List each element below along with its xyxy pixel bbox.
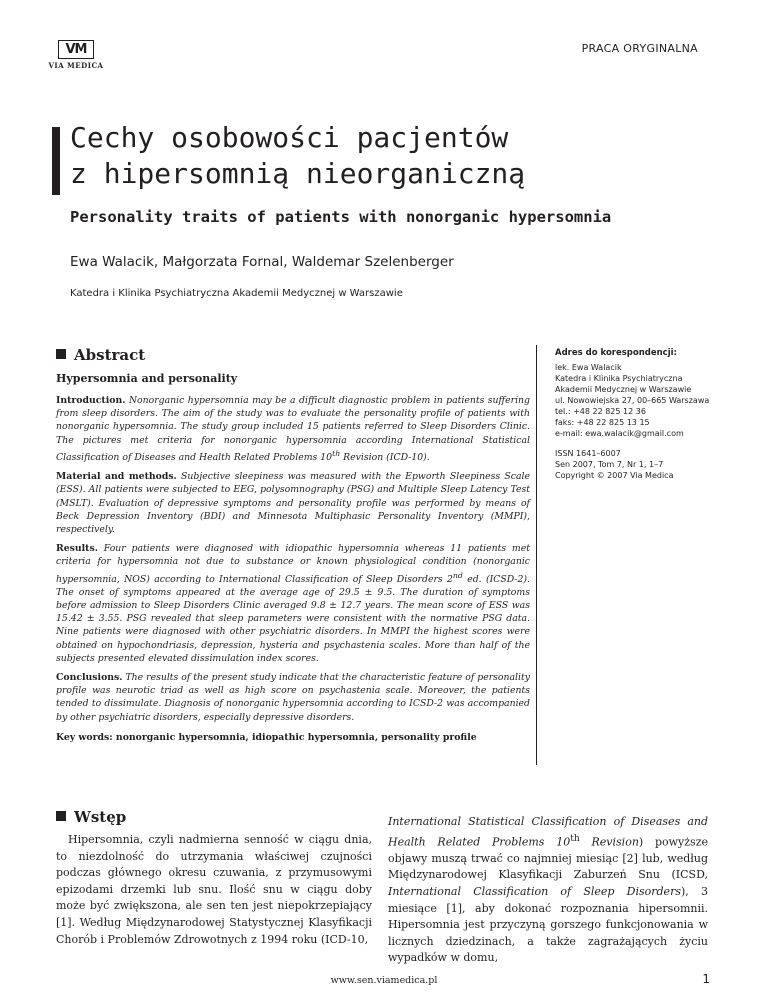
- square-bullet-icon: [56, 349, 66, 359]
- abstract-subheading: Hypersomnia and personality: [56, 372, 238, 385]
- correspondence-box: [555, 348, 735, 481]
- correspondence-line: faks: +48 22 825 13 15: [555, 418, 650, 427]
- correspondence-line: Katedra i Klinika Psychiatryczna: [555, 374, 683, 383]
- affiliation: Katedra i Klinika Psychiatryczna Akademii Medycznej w Warszawie: [70, 288, 403, 299]
- correspondence-heading: Adres do korespondencji:: [555, 348, 677, 358]
- correspondence-email[interactable]: e-mail: ewa.walacik@gmail.com: [555, 429, 684, 438]
- abstract-section: [56, 346, 530, 743]
- abstract-heading: Abstract: [56, 346, 530, 364]
- correspondence-line: lek. Ewa Walacik: [555, 363, 622, 372]
- article-subtitle: Personality traits of patients with nonorganic hypersomnia: [70, 208, 612, 226]
- abstract-conclusions: Conclusions. The results of the present study indicate that the characteristic feature of personality profile was neurotic triad as well as high score on psychastenia scale. Moreover, the patients tended to dissimulate. Diagnosis of nonorganic hypersomnia according to ICSD-2 was accompanied by other psychiatric disorders, especially depressive disorders.: [56, 672, 530, 723]
- square-bullet-icon: [56, 811, 66, 821]
- logo-text: VIA MEDICA: [48, 61, 104, 70]
- journal-citation: Sen 2007, Tom 7, Nr 1, 1–7: [555, 460, 664, 469]
- abstract-methods: Material and methods. Subjective sleepiness was measured with the Epworth Sleepiness Scale (ESS). All patients were subjected to EEG, polysomnography (PSG) and Multiple Sleep Latency Test (MSLT). Evaluation of depressive symptoms and personality profile was performed by means of Beck Depression Inventory (BDI) and Minnesota Multiphasic Personality Inventory (MMPI), respectively.: [56, 471, 530, 535]
- via-medica-logo: [48, 40, 104, 70]
- logo-mark: VM: [58, 40, 94, 59]
- title-accent-bar: [52, 127, 60, 195]
- authors: Ewa Walacik, Małgorzata Fornal, Waldemar Szelenberger: [70, 254, 454, 270]
- abstract-introduction: Introduction. Nonorganic hypersomnia may be a difficult diagnostic problem in patients suffering from sleep disorders. The aim of the study was to evaluate the personality profile of patients with nonorganic hypersomnia. The study group included 15 patients referred to Sleep Disorders Clinic. The pictures met criteria for nonorganic hypersomnia according International Statistical Classification of Diseases and Health Related Problems 10th Revision (ICD-10).: [56, 395, 530, 463]
- column-divider: [536, 345, 537, 765]
- intro-heading: Wstęp: [56, 808, 126, 826]
- intro-left-column: Hipersomnia, czyli nadmierna senność w ciągu dnia, to niezdolność do utrzymania właściwej czujności podczas głównego okresu czuwania, z przymusowymi epizodami drzemki lub snu. Ilość snu w ciągu doby może być zwiększona, ale sen ten jest niepokrzepiający [1]. Według Międzynarodowej Statystycznej Klasyfikacji Chorób i Problemów Zdrowotnych z 1994 roku (ICD-10,: [56, 833, 372, 946]
- correspondence-line: tel.: +48 22 825 12 36: [555, 407, 646, 416]
- article-title: [70, 120, 525, 192]
- copyright: Copyright © 2007 Via Medica: [555, 471, 674, 480]
- keywords: Key words: nonorganic hypersomnia, idiopathic hypersomnia, personality profile: [56, 731, 477, 743]
- title-line-2: z hipersomnią nieorganiczną: [70, 157, 526, 190]
- correspondence-line: ul. Nowowiejska 27, 00–665 Warszawa: [555, 396, 710, 405]
- page-number: 1: [702, 972, 710, 986]
- title-line-1: Cechy osobowości pacjentów: [70, 121, 509, 154]
- correspondence-line: Akademii Medycznej w Warszawie: [555, 385, 692, 394]
- abstract-results: Results. Four patients were diagnosed with idiopathic hypersomnia whereas 11 patients met criteria for hypersomnia not due to substance or known physiological condition (nonorganic hypersomnia, NOS) according to International Classification of Sleep Disorders 2nd ed. (ICSD-2). The onset of symptoms appeared at the average age of 29.5 ± 9.5. The duration of symptoms before admission to Sleep Disorders Clinic averaged 9.8 ± 12.7 years. The mean score of ESS was 15.42 ± 3.55. PSG revealed that sleep parameters were consistent with the normative PSG data. Nine patients were diagnosed with other psychiatric disorders. In MMPI the highest scores were obtained on hypochondriasis, depression, hysteria and psychastenia scales. More than half of the subjects presented elevated dissimulation index scores.: [56, 543, 530, 664]
- intro-right-column: International Statistical Classification of Diseases and Health Related Problems 10th Revision) powyższe objawy muszą trwać co najmniej miesiąc [2] lub, według Międzynarodowej Klasyfikacji Zaburzeń Snu (ICSD, International Classification of Sleep Disorders), 3 miesiące [1], aby dokonać rozpoznania hipersomnii. Hipersomnia jest przyczyną gorszego funkcjonowania w licznych dziedzinach, a także zagrażających życiu wypadków w domu,: [388, 815, 708, 965]
- footer-url[interactable]: www.sen.viamedica.pl: [330, 975, 438, 986]
- article-type: PRACA ORYGINALNA: [581, 42, 698, 55]
- issn: ISSN 1641–6007: [555, 449, 621, 458]
